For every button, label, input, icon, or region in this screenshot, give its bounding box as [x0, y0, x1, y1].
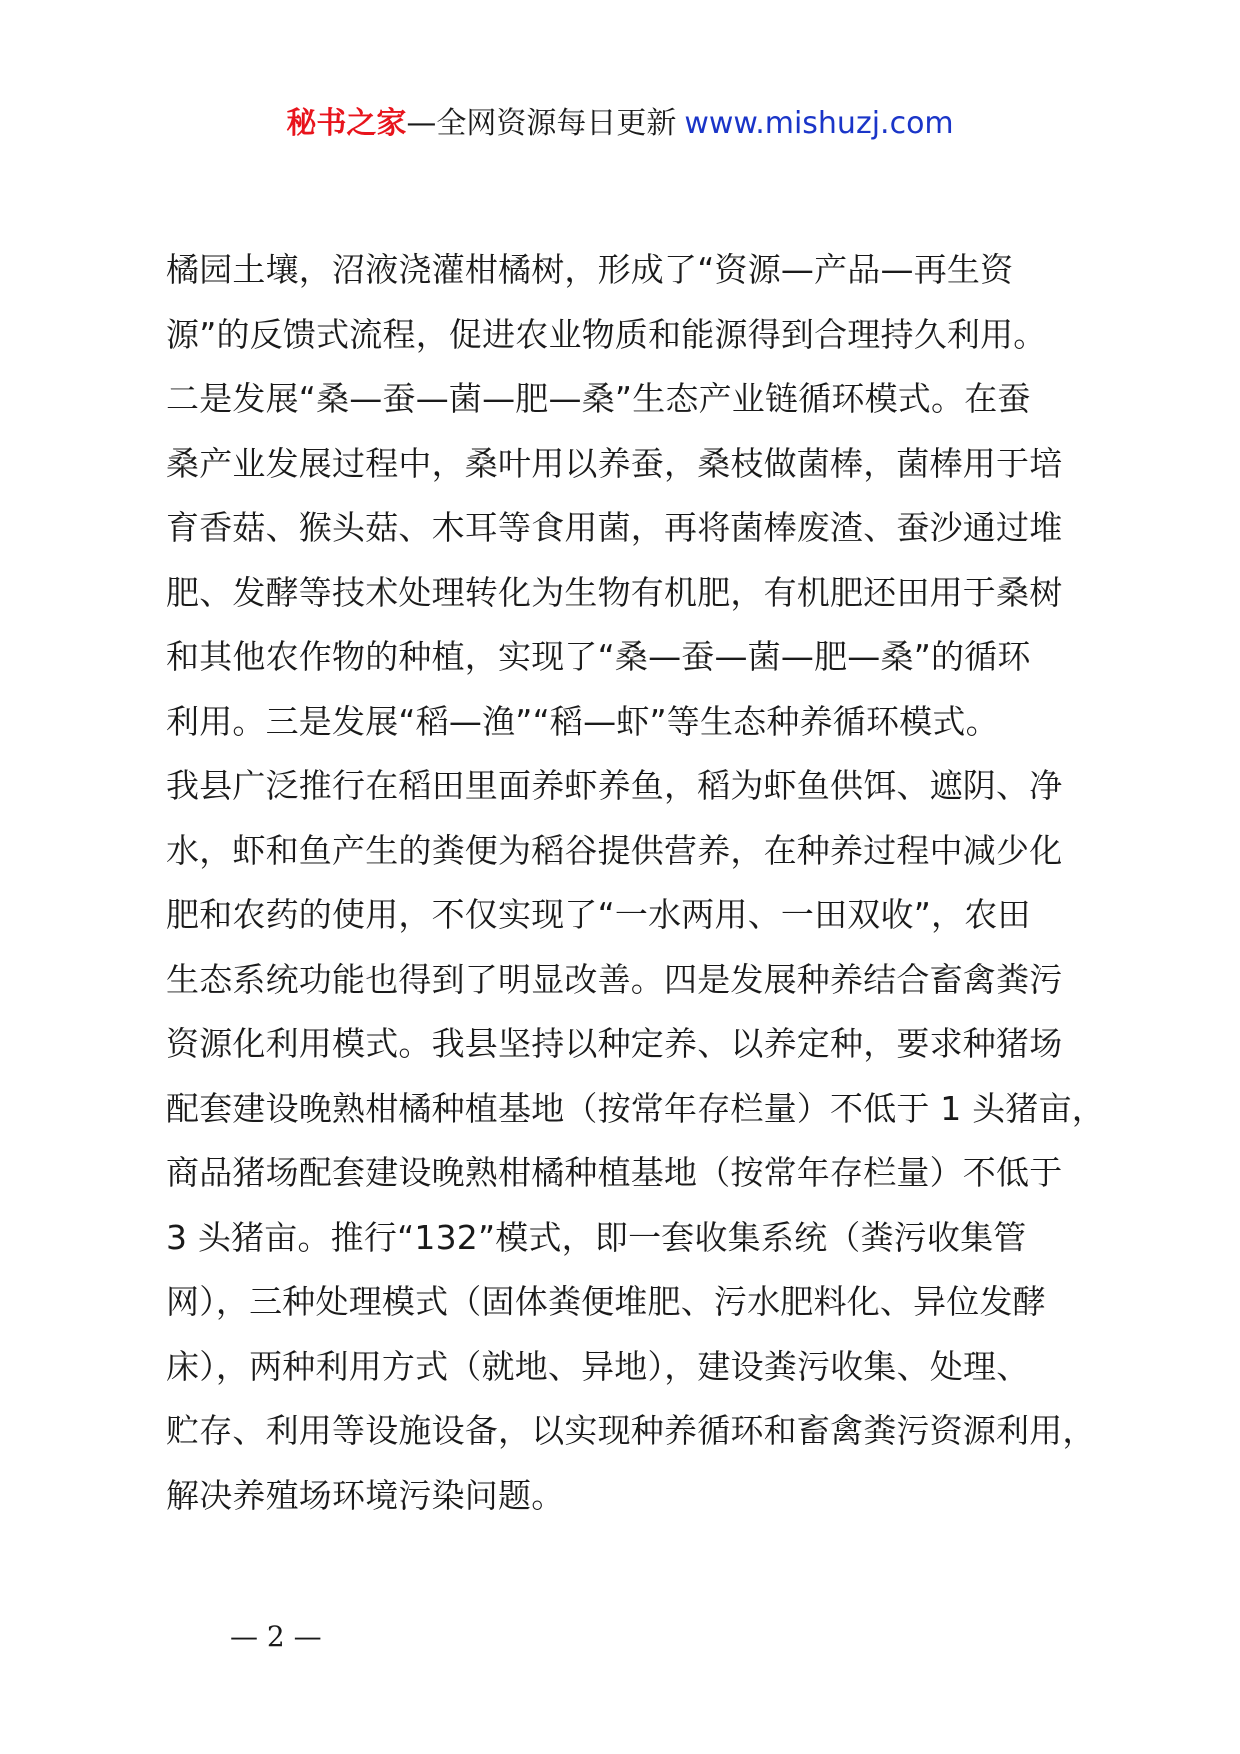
body-line: 解决养殖场环境污染问题。: [166, 1475, 565, 1515]
body-line: 利用。三是发展“稻—渔”“稻—虾”等生态种养循环模式。: [166, 701, 999, 741]
brand-name: 秘书之家: [286, 106, 407, 141]
site-url-link[interactable]: www.mishuzj.com: [684, 106, 954, 141]
body-line: 3 头猪亩。推行“132”模式，即一套收集系统（粪污收集管: [166, 1217, 1027, 1257]
body-line: 和其他农作物的种植，实现了“桑—蚕—菌—肥—桑”的循环: [166, 637, 1031, 676]
page-number: — 2 —: [230, 1620, 322, 1653]
body-line: 资源化利用模式。我县坚持以种定养、以养定种，要求种猪场: [166, 1024, 1063, 1063]
body-line: 二是发展“桑—蚕—菌—肥—桑”生态产业链循环模式。在蚕: [166, 379, 1031, 418]
watermark-header: [0, 104, 1240, 144]
header-slogan: —全网资源每日更新: [406, 106, 677, 141]
body-line: 水，虾和鱼产生的粪便为稻谷提供营养，在种养过程中减少化: [166, 830, 1063, 870]
body-line: 橘园土壤，沼液浇灌柑橘树，形成了“资源—产品—再生资: [166, 250, 1014, 289]
body-line: 育香菇、猴头菇、木耳等食用菌，再将菌棒废渣、蚕沙通过堆: [166, 508, 1063, 547]
body-line: 床），两种利用方式（就地、异地），建设粪污收集、处理、: [166, 1346, 1030, 1386]
body-line: 网），三种处理模式（固体粪便堆肥、污水肥料化、异位发酵: [166, 1282, 1046, 1321]
body-line: 肥、发酵等技术处理转化为生物有机肥，有机肥还田用于桑树: [166, 572, 1063, 612]
body-line: 商品猪场配套建设晚熟柑橘种植基地（按常年存栏量）不低于: [166, 1153, 1063, 1192]
body-line: 桑产业发展过程中，桑叶用以养蚕，桑枝做菌棒，菌棒用于培: [166, 443, 1063, 483]
body-line: 肥和农药的使用，不仅实现了“一水两用、一田双收”，农田: [166, 895, 1031, 934]
body-line: 贮存、利用等设施设备，以实现种养循环和畜禽粪污资源利用，: [166, 1411, 1096, 1450]
body-line: 我县广泛推行在稻田里面养虾养鱼，稻为虾鱼供饵、遮阴、净: [166, 766, 1063, 805]
document-body: [166, 238, 1126, 1528]
body-line: 源”的反馈式流程，促进农业物质和能源得到合理持久利用。: [166, 314, 1047, 354]
body-line: 生态系统功能也得到了明显改善。四是发展种养结合畜禽粪污: [166, 959, 1063, 999]
body-line: 配套建设晚熟柑橘种植基地（按常年存栏量）不低于 1 头猪亩，: [166, 1088, 1105, 1128]
